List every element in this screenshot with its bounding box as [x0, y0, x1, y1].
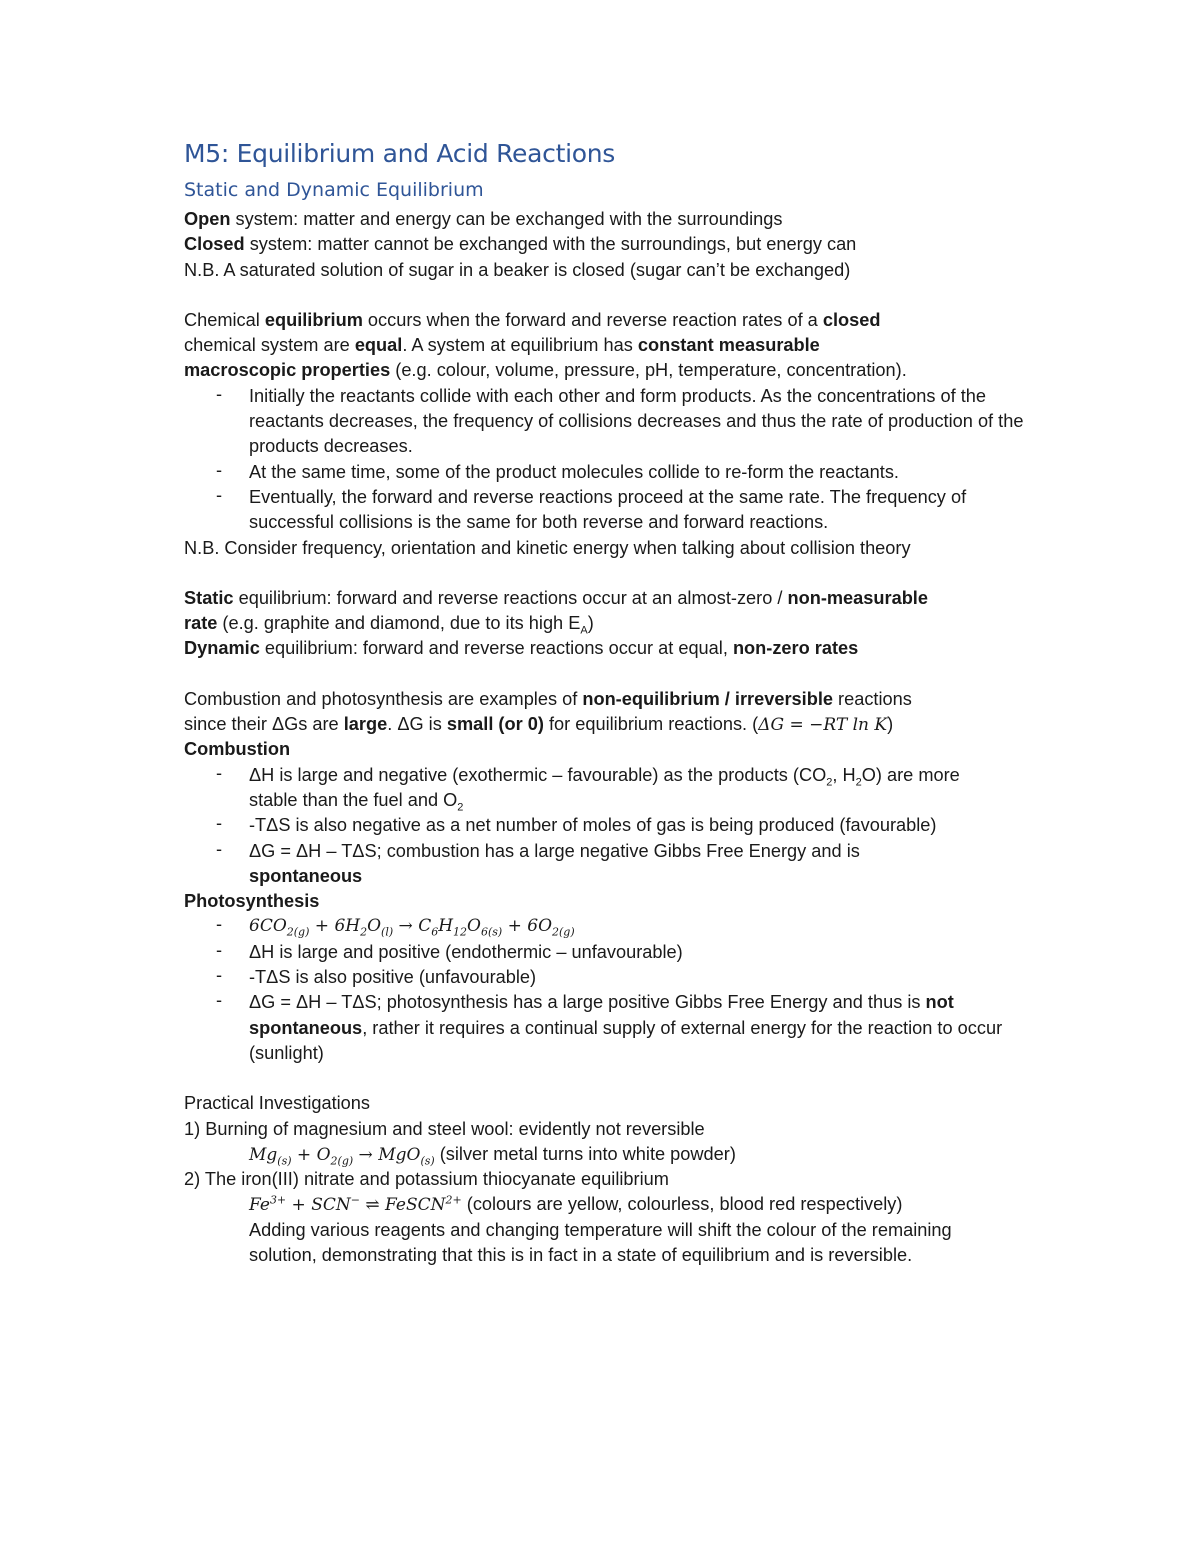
static-equilibrium-definition: Static equilibrium: forward and reverse reactions occur at an almost-zero / non-measurable rate (e.g. graphite and diamond, due to its high $E_A$): [184, 587, 928, 637]
section-heading: Static and Dynamic Equilibrium: [184, 179, 484, 201]
dynamic-equilibrium-definition: Dynamic equilibrium: forward and reverse reactions occur at equal, non-zero rates: [184, 638, 859, 659]
equilibrium-bullet-list: [184, 384, 1064, 536]
list-item: - -TΔS is also positive (unfavourable): [216, 965, 537, 988]
closed-system-definition: Closed system: matter cannot be exchanged with the surroundings, but energy can: [184, 234, 857, 255]
photosynthesis-heading: Photosynthesis: [184, 891, 320, 912]
list-item: - ΔG = ΔH – TΔS; photosynthesis has a large positive Gibbs Free Energy and thus is not spontaneous, rather it requires a continual supply of external energy for the reaction to occur (sunlight): [216, 990, 1003, 1063]
combustion-heading: Combustion: [184, 739, 291, 760]
practical-1: 1) Burning of magnesium and steel wool: evidently not reversible: [184, 1118, 705, 1139]
non-equilibrium-paragraph: Combustion and photosynthesis are examples of non-equilibrium / irreversible reactions since their ΔGs are large. ΔG is small (or 0) for equilibrium reactions. (ΔG = −RT ln K): [184, 688, 912, 736]
note-saturated-solution: N.B. A saturated solution of sugar in a beaker is closed (sugar can’t be exchanged): [184, 259, 851, 280]
list-item: - ΔH is large and positive (endothermic – unfavourable): [216, 939, 683, 962]
page-title: M5: Equilibrium and Acid Reactions: [184, 139, 615, 168]
gibbs-equation: ΔG = −RT ln K: [758, 715, 888, 736]
photosynthesis-equation: $6CO_{2(g)} + 6H_2O_{(l)} \to C_6H_{12}O_{6(s)} + 6O_{2(g)}$: [249, 916, 575, 939]
practical-heading: Practical Investigations: [184, 1093, 371, 1114]
list-item: - ΔH is large and negative (exothermic – favourable) as the products ($CO_2$, $H_2O$) are more stable than the fuel and $O_2$: [216, 762, 960, 814]
practical-2-description: Adding various reagents and changing temperature will shift the colour of the remaining solution, demonstrating that this is in fact in a state of equilibrium and is reversible.: [249, 1219, 952, 1265]
photosynthesis-bullet-list: [184, 914, 1064, 1066]
list-item: - -TΔS is also negative as a net number of moles of gas is being produced (favourable): [216, 813, 937, 836]
practical-1-equation: $Mg_{(s)} + O_{2(g)} \to MgO_{(s)}$ (silver metal turns into white powder): [249, 1143, 736, 1168]
list-item: - Eventually, the forward and reverse reactions proceed at the same rate. The frequency of successful collisions is the same for both reverse and forward reactions.: [216, 484, 967, 533]
list-item: - ΔG = ΔH – TΔS; combustion has a large negative Gibbs Free Energy and is spontaneous: [216, 838, 860, 886]
document-page: [184, 134, 1064, 1268]
list-item: - At the same time, some of the product molecules collide to re-form the reactants.: [216, 459, 899, 482]
combustion-bullet-list: [184, 763, 1064, 889]
list-item: - Initially the reactants collide with each other and form products. As the concentrations of the reactants decreases, the frequency of collisions decreases and thus the rate of production of the products decreases.: [216, 383, 1024, 457]
practical-2-equation: $Fe^{3+} + SCN^-$ ⇌ FeSCN$^{2+}$ (colours are yellow, colourless, blood red respectively): [249, 1193, 903, 1216]
equilibrium-paragraph: Chemical equilibrium occurs when the forward and reverse reaction rates of a closed chemical system are equal. A system at equilibrium has constant measurable macroscopic properties (e.g. colour, volume, pressure, pH, temperature, concentration).: [184, 309, 907, 381]
note-collision-theory: N.B. Consider frequency, orientation and kinetic energy when talking about collision theory: [184, 537, 911, 558]
practical-2: 2) The iron(III) nitrate and potassium thiocyanate equilibrium: [184, 1169, 669, 1190]
list-item: - $6CO_{2(g)} + 6H_2O_{(l)} \to C_6H_{12}O_{6(s)} + 6O_{2(g)}$: [184, 914, 1064, 939]
open-system-definition: Open system: matter and energy can be exchanged with the surroundings: [184, 209, 783, 229]
